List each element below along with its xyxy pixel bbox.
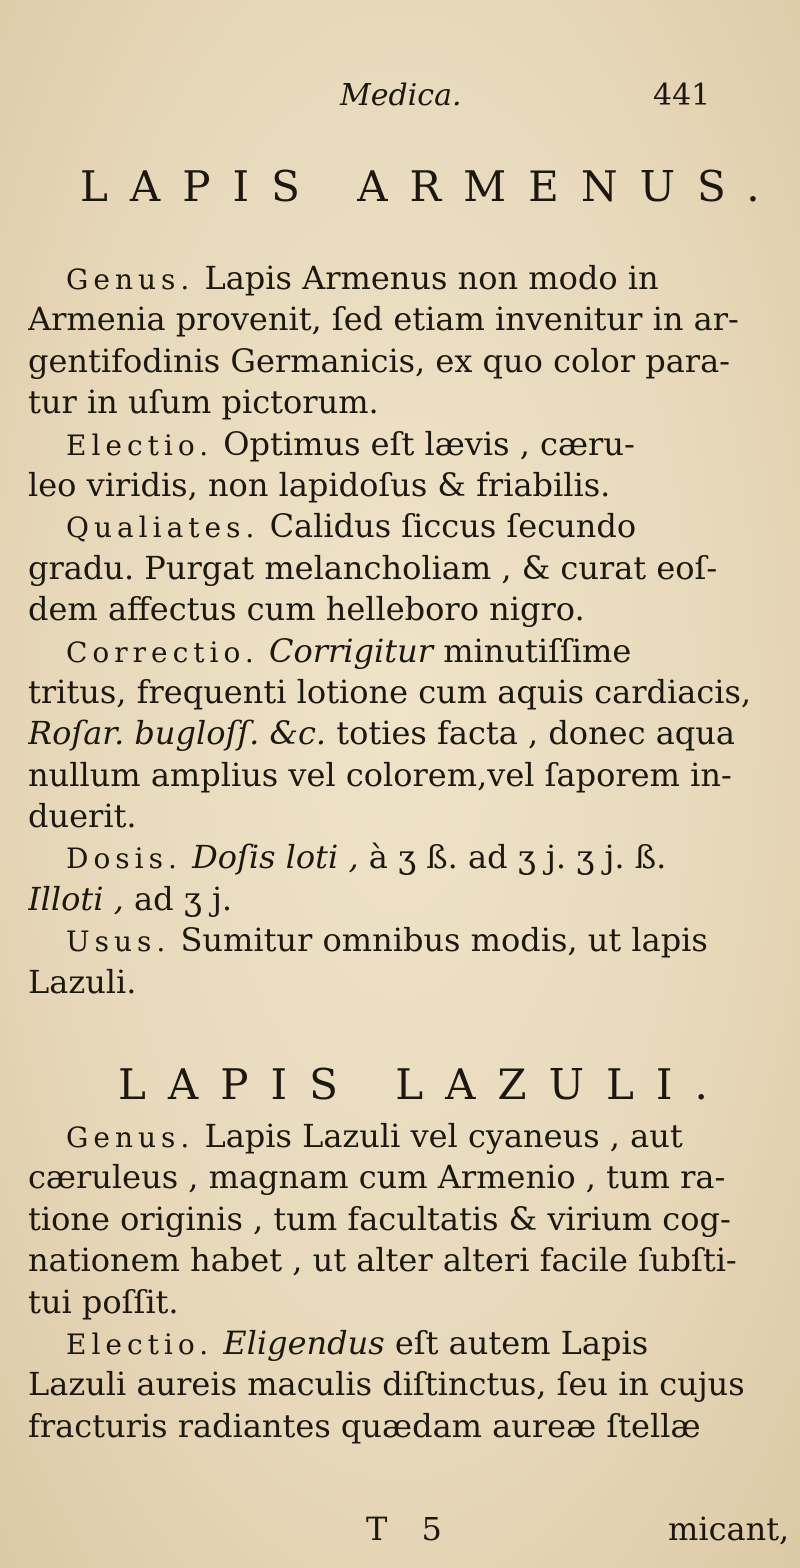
line-text: nullum amplius vel colorem,vel ſaporem in- [28,755,732,794]
italic-phrase: Doſis loti , [192,838,359,877]
text-line [28,506,778,547]
text-line [28,755,778,796]
text-line [28,962,778,1003]
line-text: gradu. Purgat melancholiam , & curat eoſ- [28,548,718,587]
text-line [28,796,778,837]
italic-phrase: Eligendus [223,1323,385,1362]
text-line [28,548,778,589]
text-line [28,1323,778,1364]
italic-phrase: Illoti , [28,879,124,918]
line-text: tritus, frequenti lotione cum aquis cardiacis, [28,672,752,711]
paragraph-lead-word: Usus. [66,925,171,959]
line-text: leo viridis, non lapidoſus & friabilis. [28,465,611,504]
line-text: Lazuli aureis maculis diſtinctus, ſeu in cujus [28,1365,745,1404]
line-text: Lapis Armenus non modo in [194,259,659,297]
text-line [28,465,778,506]
italic-phrase: Corrigitur [268,631,434,670]
text-line [28,879,778,920]
page-number: 441 [653,78,711,113]
text-line [28,1364,778,1405]
section-body-lapis-armenus [28,258,778,1003]
text-line [28,341,778,382]
line-text: fracturis radiantes quædam aureæ ſtellæ [28,1406,701,1445]
text-line [28,382,778,423]
line-text: Armenia provenit, ſed etiam invenitur in ar- [28,300,739,339]
line-text: dem affectus cum helleboro nigro. [28,590,585,629]
line-text: gentifodinis Germanicis, ex quo color para- [28,341,730,380]
text-line [28,713,778,754]
line-text: eſt autem Lapis [384,1323,649,1362]
line-text: nationem habet , ut alter alteri facile ſubſti- [28,1241,737,1280]
text-line [28,920,778,961]
paragraph-lead-word: Qualiates. [66,511,260,545]
text-line [28,837,778,878]
line-text: ad ʒ j. [123,879,233,918]
running-title: Medica. [340,78,462,113]
section-heading-lapis-armenus: LAPIS ARMENUS. [80,162,782,211]
signature-mark: T 5 [366,1510,454,1548]
line-text: tione originis , tum facultatis & virium cog- [28,1199,731,1238]
text-line [28,424,778,465]
page-footer [0,1510,800,1554]
line-text: tur in uſum pictorum. [28,383,379,422]
text-line [28,299,778,340]
text-line [28,672,778,713]
line-text: duerit. [28,797,137,836]
line-text: minutiſſime [433,631,632,670]
paragraph-lead-word: Genus. [66,263,195,296]
line-text: Lapis Lazuli vel cyaneus , aut [194,1117,683,1155]
paragraph-lead-word: Genus. [66,1121,195,1154]
line-text: Optimus eſt lævis , cæru- [213,424,635,463]
italic-phrase: Roſar. bugloſſ. &c. [28,714,327,753]
section-body-lapis-lazuli [28,1116,778,1447]
line-text: Lazuli. [28,962,137,1001]
paragraph-lead-word: Correctio. [66,635,259,669]
paragraph-lead-word: Dosis. [66,842,182,876]
line-text: Calidus ſiccus ſecundo [259,507,637,546]
text-line [28,1240,778,1281]
text-line [28,1406,778,1447]
line-text: cæruleus , magnam cum Armenio , tum ra- [28,1158,726,1197]
paragraph-lead-word: Electio. [66,428,214,462]
text-line [28,631,778,672]
text-line [28,1116,778,1157]
section-heading-lapis-lazuli: LAPIS LAZULI. [118,1060,730,1109]
text-line [28,258,778,299]
text-line [28,1282,778,1323]
text-line [28,589,778,630]
running-head [0,78,800,118]
catchword: micant, [668,1510,790,1548]
line-text: tui poſſit. [28,1282,179,1321]
line-text: à ʒ ß. ad ʒ j. ʒ j. ß. [358,838,667,877]
line-text: Sumitur omnibus modis, ut lapis [170,921,708,960]
paragraph-lead-word: Electio. [66,1327,214,1361]
text-line [28,1199,778,1240]
line-text: toties facta , donec aqua [326,714,735,753]
text-line [28,1157,778,1198]
